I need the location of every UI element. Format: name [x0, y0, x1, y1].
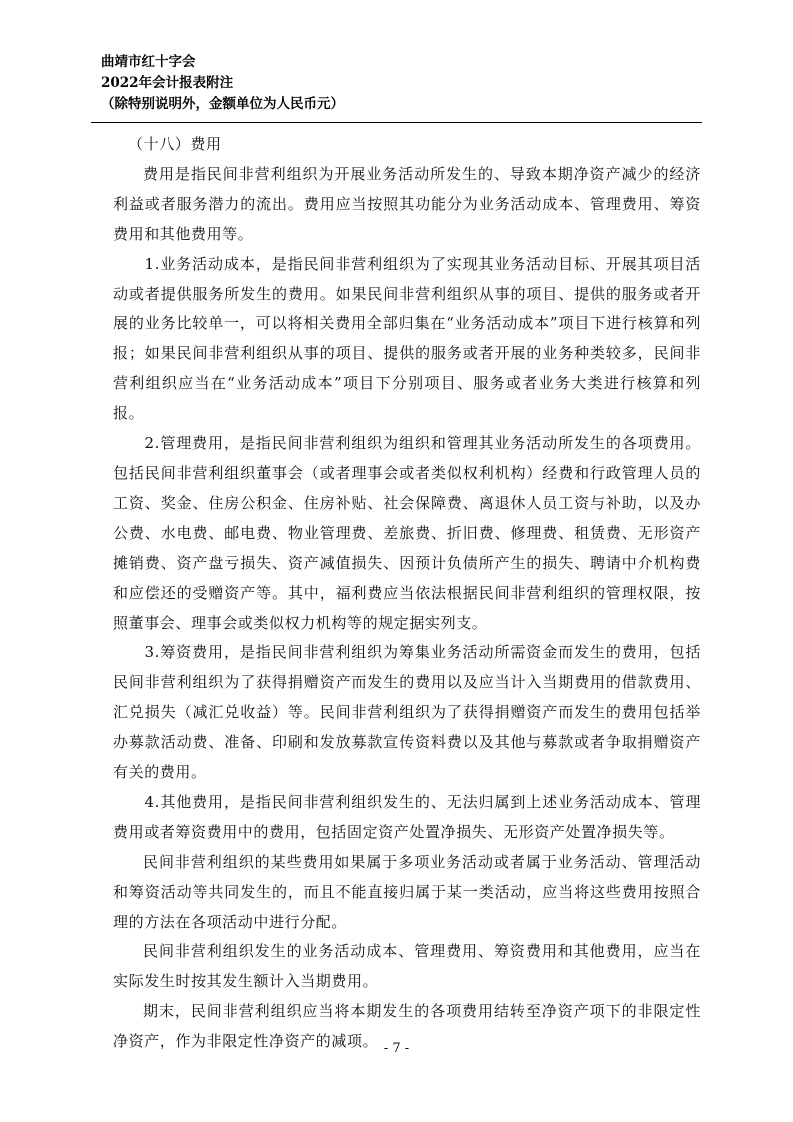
- paragraph-other-expense: 4.其他费用，是指民间非营利组织发生的、无法归属到上述业务活动成本、管理费用或者筹资费用中的费用，包括固定资产处置净损失、无形资产处置净损失等。: [113, 792, 701, 841]
- paragraph-expense-recognition: 民间非营利组织发生的业务活动成本、管理费用、筹资费用和其他费用，应当在实际发生时按其发生额计入当期费用。: [113, 942, 701, 991]
- header-divider: [91, 122, 702, 123]
- paragraph-management-expense: 2.管理费用，是指民间非营利组织为组织和管理其业务活动所发生的各项费用。包括民间非营利组织董事会（或者理事会或者类似权利机构）经费和行政管理人员的工资、奖金、住房公积金、住房补贴、社会保障费、离退休人员工资与补助，以及办公费、水电费、邮电费、物业管理费、差旅费、折旧费、修理费、租赁费、无形资产摊销费、资产盘亏损失、资产减值损失、因预计负债所产生的损失、聘请中介机构费和应偿还的受赠资产等。其中，福利费应当依法根据民间非营利组织的管理权限，按照董事会、理事会或类似权力机构等的规定据实列支。: [113, 434, 701, 632]
- header-org-name: 曲靖市红十字会: [101, 54, 196, 70]
- paragraph-expense-definition: 费用是指民间非营利组织为开展业务活动所发生的、导致本期净资产减少的经济利益或者服务潜力的流出。费用应当按照其功能分为业务活动成本、管理费用、筹资费用和其他费用等。: [113, 164, 701, 243]
- section-heading: （十八）费用: [128, 135, 222, 153]
- paragraph-period-end-transfer: 期末，民间非营利组织应当将本期发生的各项费用结转至净资产项下的非限定性净资产，作为非限定性净资产的减项。: [113, 1002, 701, 1051]
- document-body: [113, 130, 701, 1057]
- paragraph-business-activity-cost: 1.业务活动成本，是指民间非营利组织为了实现其业务活动目标、开展其项目活动或者提供服务所发生的费用。如果民间非营利组织从事的项目、提供的服务或者开展的业务比较单一，可以将相关费用全部归集在“业务活动成本”项目下进行核算和列报；如果民间非营利组织从事的项目、提供的服务或者开展的业务种类较多，民间非营利组织应当在“业务活动成本”项目下分别项目、服务或者业务大类进行核算和列报。: [113, 254, 701, 423]
- paragraph-fundraising-expense: 3.筹资费用，是指民间非营利组织为筹集业务活动所需资金而发生的费用，包括民间非营利组织为了获得捐赠资产而发生的费用以及应当计入当期费用的借款费用、汇兑损失（减汇兑收益）等。民间非营利组织为了获得捐赠资产而发生的费用包括举办募款活动费、准备、印刷和发放募款宣传资料费以及其他与募款或者争取捐赠资产有关的费用。: [113, 643, 701, 782]
- header-report-title: 2022年会计报表附注: [101, 75, 234, 91]
- header-unit-note: （除特别说明外，金额单位为人民币元）: [101, 96, 344, 112]
- page-header: [101, 52, 701, 115]
- page-number: - 7 -: [383, 1041, 410, 1056]
- paragraph-cost-allocation: 民间非营利组织的某些费用如果属于多项业务活动或者属于业务活动、管理活动和筹资活动等共同发生的，而且不能直接归属于某一类活动，应当将这些费用按照合理的方法在各项活动中进行分配。: [113, 852, 701, 931]
